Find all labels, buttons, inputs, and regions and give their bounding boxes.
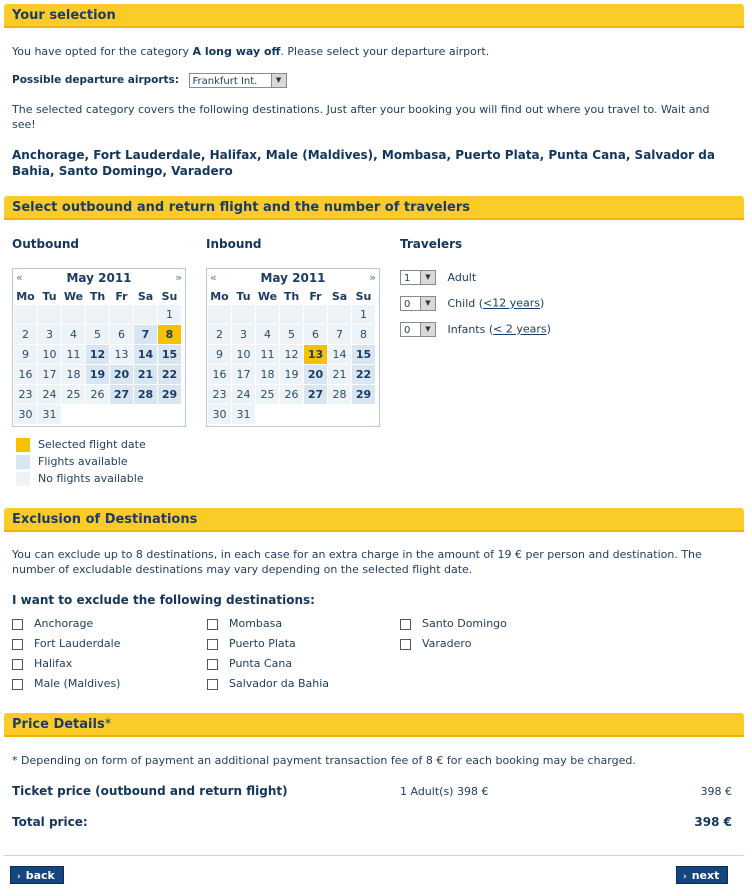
infant-row: [400, 322, 551, 337]
calendar-day: 10: [38, 345, 61, 364]
exclude-checkbox[interactable]: [12, 659, 23, 670]
child-label-close: ): [540, 296, 545, 310]
calendar-day: 31: [232, 405, 255, 424]
calendar-day: 30: [14, 405, 37, 424]
calendar-grid: [207, 287, 376, 425]
infant-label-close: ): [546, 322, 551, 336]
section-title: Your selection: [12, 8, 116, 23]
calendar-day[interactable]: 20: [304, 365, 327, 384]
infant-count-value: 0: [404, 325, 411, 336]
calendar-day[interactable]: 22: [158, 365, 181, 384]
calendar-empty-cell: [304, 305, 327, 324]
legend-available: [16, 455, 128, 469]
chevron-down-icon: ▼: [420, 271, 435, 284]
calendar-month: May 2011: [66, 271, 132, 285]
calendar-day: 17: [232, 365, 255, 384]
calendar-day: 11: [256, 345, 279, 364]
calendar-day: 11: [62, 345, 85, 364]
exclusion-description: You can exclude up to 8 destinations, in each case for an extra charge in the amount of 19 € per person and destination. The number of excludable destinations may vary depending on the selected flight date.: [12, 548, 702, 576]
calendar-day: 18: [256, 365, 279, 384]
calendar-day[interactable]: 29: [158, 385, 181, 404]
calendar-empty-cell: [328, 305, 351, 324]
section-title: Select outbound and return flight and the number of travelers: [12, 200, 471, 215]
departure-airport-select[interactable]: [189, 73, 287, 88]
calendar-empty-cell: [134, 405, 157, 424]
weekday-header: We: [63, 289, 84, 303]
calendar-day: 13: [110, 345, 133, 364]
calendar-day[interactable]: 12: [86, 345, 109, 364]
calendar-day: 10: [232, 345, 255, 364]
calendar-day: 25: [62, 385, 85, 404]
exclusion-item[interactable]: [12, 677, 120, 697]
legend-label: No flights available: [38, 472, 144, 485]
calendar-day: 30: [208, 405, 231, 424]
calendar-empty-cell: [232, 305, 255, 324]
exclude-checkbox[interactable]: [207, 619, 218, 630]
calendar-empty-cell: [86, 405, 109, 424]
calendar-grid: [13, 287, 182, 425]
exclusion-item[interactable]: [12, 637, 120, 657]
calendar-day[interactable]: 22: [352, 365, 375, 384]
next-month-button[interactable]: »: [369, 271, 376, 284]
ticket-price-value: 398 €: [700, 785, 732, 798]
legend-swatch-available: [16, 455, 30, 469]
exclude-checkbox[interactable]: [400, 619, 411, 630]
ticket-price-detail: 1 Adult(s) 398 €: [400, 785, 489, 798]
adult-label: Adult: [447, 270, 477, 284]
exclusion-item[interactable]: [207, 657, 329, 677]
weekday-header: Su: [161, 289, 178, 303]
exclude-checkbox[interactable]: [400, 639, 411, 650]
calendar-empty-cell: [62, 405, 85, 424]
ticket-price-label: Ticket price (outbound and return flight): [12, 784, 288, 798]
calendar-day: 23: [14, 385, 37, 404]
adult-row: [400, 270, 476, 285]
calendar-day: 25: [256, 385, 279, 404]
calendar-day[interactable]: 29: [352, 385, 375, 404]
legend-none: [16, 472, 144, 486]
exclusion-label: Santo Domingo: [422, 617, 507, 630]
calendar-week: [14, 365, 181, 384]
calendar-day[interactable]: 21: [134, 365, 157, 384]
infant-count-select[interactable]: [400, 322, 436, 337]
calendar-day[interactable]: 7: [134, 325, 157, 344]
exclusion-label: Anchorage: [34, 617, 94, 630]
calendar-day[interactable]: 27: [110, 385, 133, 404]
outbound-label: Outbound: [12, 237, 79, 251]
exclude-checkbox[interactable]: [207, 659, 218, 670]
outbound-calendar: [12, 268, 186, 427]
intro-text: You have opted for the category: [12, 45, 193, 58]
calendar-week: [208, 405, 375, 424]
exclusion-item[interactable]: [12, 617, 120, 637]
calendar-empty-cell: [86, 305, 109, 324]
exclusion-label: Halifax: [34, 657, 73, 670]
calendar-day: 14: [328, 345, 351, 364]
category-intro: [12, 44, 489, 59]
infant-label: Infants (: [447, 322, 494, 336]
calendar-day: 1: [352, 305, 375, 324]
weekday-header: Tu: [236, 289, 251, 303]
chevron-right-icon: ›: [17, 872, 21, 882]
calendar-day: 3: [38, 325, 61, 344]
calendar-day: 24: [232, 385, 255, 404]
calendar-day[interactable]: 14: [134, 345, 157, 364]
exclude-checkbox[interactable]: [207, 639, 218, 650]
chevron-down-icon: ▼: [420, 323, 435, 336]
calendar-day[interactable]: 13: [304, 345, 327, 364]
exclusion-label: Salvador da Bahia: [229, 677, 330, 690]
calendar-day: 3: [232, 325, 255, 344]
child-count-value: 0: [404, 299, 411, 310]
exclusion-item[interactable]: [400, 637, 507, 657]
child-label: Child (: [447, 296, 484, 310]
child-count-select[interactable]: [400, 296, 436, 311]
adult-count-select[interactable]: [400, 270, 436, 285]
calendar-empty-cell: [352, 405, 375, 424]
section-title: Exclusion of Destinations: [12, 512, 198, 527]
calendar-day: 16: [208, 365, 231, 384]
chevron-down-icon: ▼: [271, 74, 286, 87]
exclusion-label: Fort Lauderdale: [34, 637, 121, 650]
adult-count-value: 1: [404, 273, 411, 284]
calendar-empty-cell: [280, 405, 303, 424]
calendar-day: 24: [38, 385, 61, 404]
calendar-day: 8: [352, 325, 375, 344]
child-age-link[interactable]: <12 years: [483, 296, 541, 310]
calendar-day: 9: [208, 345, 231, 364]
category-description: The selected category covers the following destinations. Just after your booking you will find out where you travel to. Wait and see!: [12, 103, 710, 131]
exclusion-column-3: [400, 617, 507, 657]
next-month-button[interactable]: »: [175, 271, 182, 284]
calendar-day: 7: [328, 325, 351, 344]
next-label: next: [691, 869, 720, 882]
calendar-day: 28: [328, 385, 351, 404]
calendar-day[interactable]: 28: [134, 385, 157, 404]
legend-swatch-selected: [16, 438, 30, 452]
calendar-day: 2: [208, 325, 231, 344]
exclusion-item[interactable]: [400, 617, 507, 637]
intro-text-end: . Please select your departure airport.: [280, 45, 490, 58]
exclusion-column-1: [12, 617, 120, 697]
weekday-header: Sa: [331, 289, 348, 303]
weekday-header: Mo: [16, 289, 35, 303]
calendar-empty-cell: [280, 305, 303, 324]
calendar-day: 18: [62, 365, 85, 384]
departure-airport-value: Frankfurt Int.: [192, 75, 258, 87]
exclusion-item[interactable]: [207, 637, 329, 657]
calendar-empty-cell: [304, 405, 327, 424]
price-note: * Depending on form of payment an additional payment transaction fee of 8 € for each booking may be charged.: [12, 754, 636, 767]
calendar-day: 5: [280, 325, 303, 344]
calendar-day[interactable]: 15: [158, 345, 181, 364]
calendar-week: [208, 385, 375, 404]
calendar-day: 17: [38, 365, 61, 384]
calendar-day: 2: [14, 325, 37, 344]
calendar-empty-cell: [208, 305, 231, 324]
section-title-star: *: [104, 717, 112, 732]
calendar-day[interactable]: 27: [304, 385, 327, 404]
legend-swatch-none: [16, 472, 30, 486]
inbound-calendar: [206, 268, 380, 427]
exclusion-label: Punta Cana: [229, 657, 293, 670]
exclusion-item[interactable]: [207, 617, 329, 637]
calendar-month: May 2011: [260, 271, 326, 285]
weekday-header: Th: [89, 289, 106, 303]
inbound-label: Inbound: [206, 237, 262, 251]
exclude-checkbox[interactable]: [12, 639, 23, 650]
exclude-checkbox[interactable]: [207, 679, 218, 690]
calendar-day: 16: [14, 365, 37, 384]
calendar-empty-cell: [328, 405, 351, 424]
calendar-empty-cell: [256, 305, 279, 324]
calendar-day: 6: [304, 325, 327, 344]
exclusion-item[interactable]: [207, 677, 329, 697]
exclusion-label: Male (Maldives): [34, 677, 121, 690]
calendar-day: 19: [280, 365, 303, 384]
calendar-empty-cell: [110, 405, 133, 424]
calendar-week: [14, 325, 181, 344]
weekday-header: Fr: [115, 289, 128, 303]
calendar-header: [13, 269, 185, 287]
weekday-header: Mo: [210, 289, 229, 303]
weekday-header: Fr: [309, 289, 322, 303]
total-price-value: 398 €: [694, 815, 732, 829]
prev-month-button[interactable]: «: [210, 271, 217, 284]
legend-label: Selected flight date: [38, 438, 146, 451]
calendar-empty-cell: [14, 305, 37, 324]
calendar-week: [14, 385, 181, 404]
calendar-day[interactable]: 15: [352, 345, 375, 364]
calendar-day: 4: [256, 325, 279, 344]
calendar-day: 1: [158, 305, 181, 324]
infant-age-link[interactable]: < 2 years: [493, 322, 547, 336]
calendar-week: [208, 305, 375, 324]
exclusion-label: Mombasa: [229, 617, 283, 630]
calendar-week: [14, 345, 181, 364]
calendar-week: [208, 345, 375, 364]
exclude-checkbox[interactable]: [12, 679, 23, 690]
weekday-header: We: [257, 289, 278, 303]
exclude-checkbox[interactable]: [12, 619, 23, 630]
section-price-header: [4, 713, 744, 737]
calendar-day[interactable]: 19: [86, 365, 109, 384]
calendar-day: 26: [280, 385, 303, 404]
calendar-week: [14, 405, 181, 424]
section-exclusion-header: [4, 508, 744, 532]
calendar-day[interactable]: 8: [158, 325, 181, 344]
section-flight-header: [4, 196, 744, 220]
destination-list: Anchorage, Fort Lauderdale, Halifax, Male (Maldives), Mombasa, Puerto Plata, Punta Cana, Salvador da Bahia, Santo Domingo, Varadero: [12, 148, 715, 178]
calendar-week: [208, 325, 375, 344]
weekday-header: Su: [355, 289, 372, 303]
calendar-day: 26: [86, 385, 109, 404]
calendar-empty-cell: [158, 405, 181, 424]
legend-label: Flights available: [38, 455, 128, 468]
calendar-day[interactable]: 20: [110, 365, 133, 384]
departure-airport-label: Possible departure airports:: [12, 74, 180, 86]
calendar-day: 9: [14, 345, 37, 364]
section-your-selection-header: [4, 4, 744, 28]
exclusion-heading: I want to exclude the following destinations:: [12, 593, 315, 607]
legend-selected: [16, 438, 146, 452]
calendar-day: 12: [280, 345, 303, 364]
exclusion-item[interactable]: [12, 657, 120, 677]
exclusion-column-2: [207, 617, 329, 697]
chevron-right-icon: ›: [683, 872, 687, 882]
calendar-day: 21: [328, 365, 351, 384]
calendar-header: [207, 269, 379, 287]
divider: [4, 855, 744, 856]
departure-airport-row: [12, 72, 287, 88]
calendar-day: 31: [38, 405, 61, 424]
weekday-header: Tu: [42, 289, 57, 303]
exclusion-label: Puerto Plata: [229, 637, 296, 650]
calendar-day: 6: [110, 325, 133, 344]
chevron-down-icon: ▼: [420, 297, 435, 310]
calendar-empty-cell: [256, 405, 279, 424]
back-button[interactable]: [10, 866, 64, 884]
calendar-day: 5: [86, 325, 109, 344]
weekday-header: Sa: [137, 289, 154, 303]
travelers-label: Travelers: [400, 237, 463, 251]
prev-month-button[interactable]: «: [16, 271, 23, 284]
exclusion-label: Varadero: [422, 637, 472, 650]
child-row: [400, 296, 544, 311]
weekday-header: Th: [283, 289, 300, 303]
next-button[interactable]: [676, 866, 728, 884]
calendar-empty-cell: [62, 305, 85, 324]
calendar-empty-cell: [134, 305, 157, 324]
calendar-week: [14, 305, 181, 324]
total-price-label: Total price:: [12, 815, 88, 829]
calendar-week: [208, 365, 375, 384]
back-label: back: [25, 869, 55, 882]
calendar-day: 4: [62, 325, 85, 344]
calendar-empty-cell: [38, 305, 61, 324]
calendar-empty-cell: [110, 305, 133, 324]
calendar-day: 23: [208, 385, 231, 404]
category-name: A long way off: [192, 45, 281, 58]
section-title: Price Details: [12, 717, 105, 732]
